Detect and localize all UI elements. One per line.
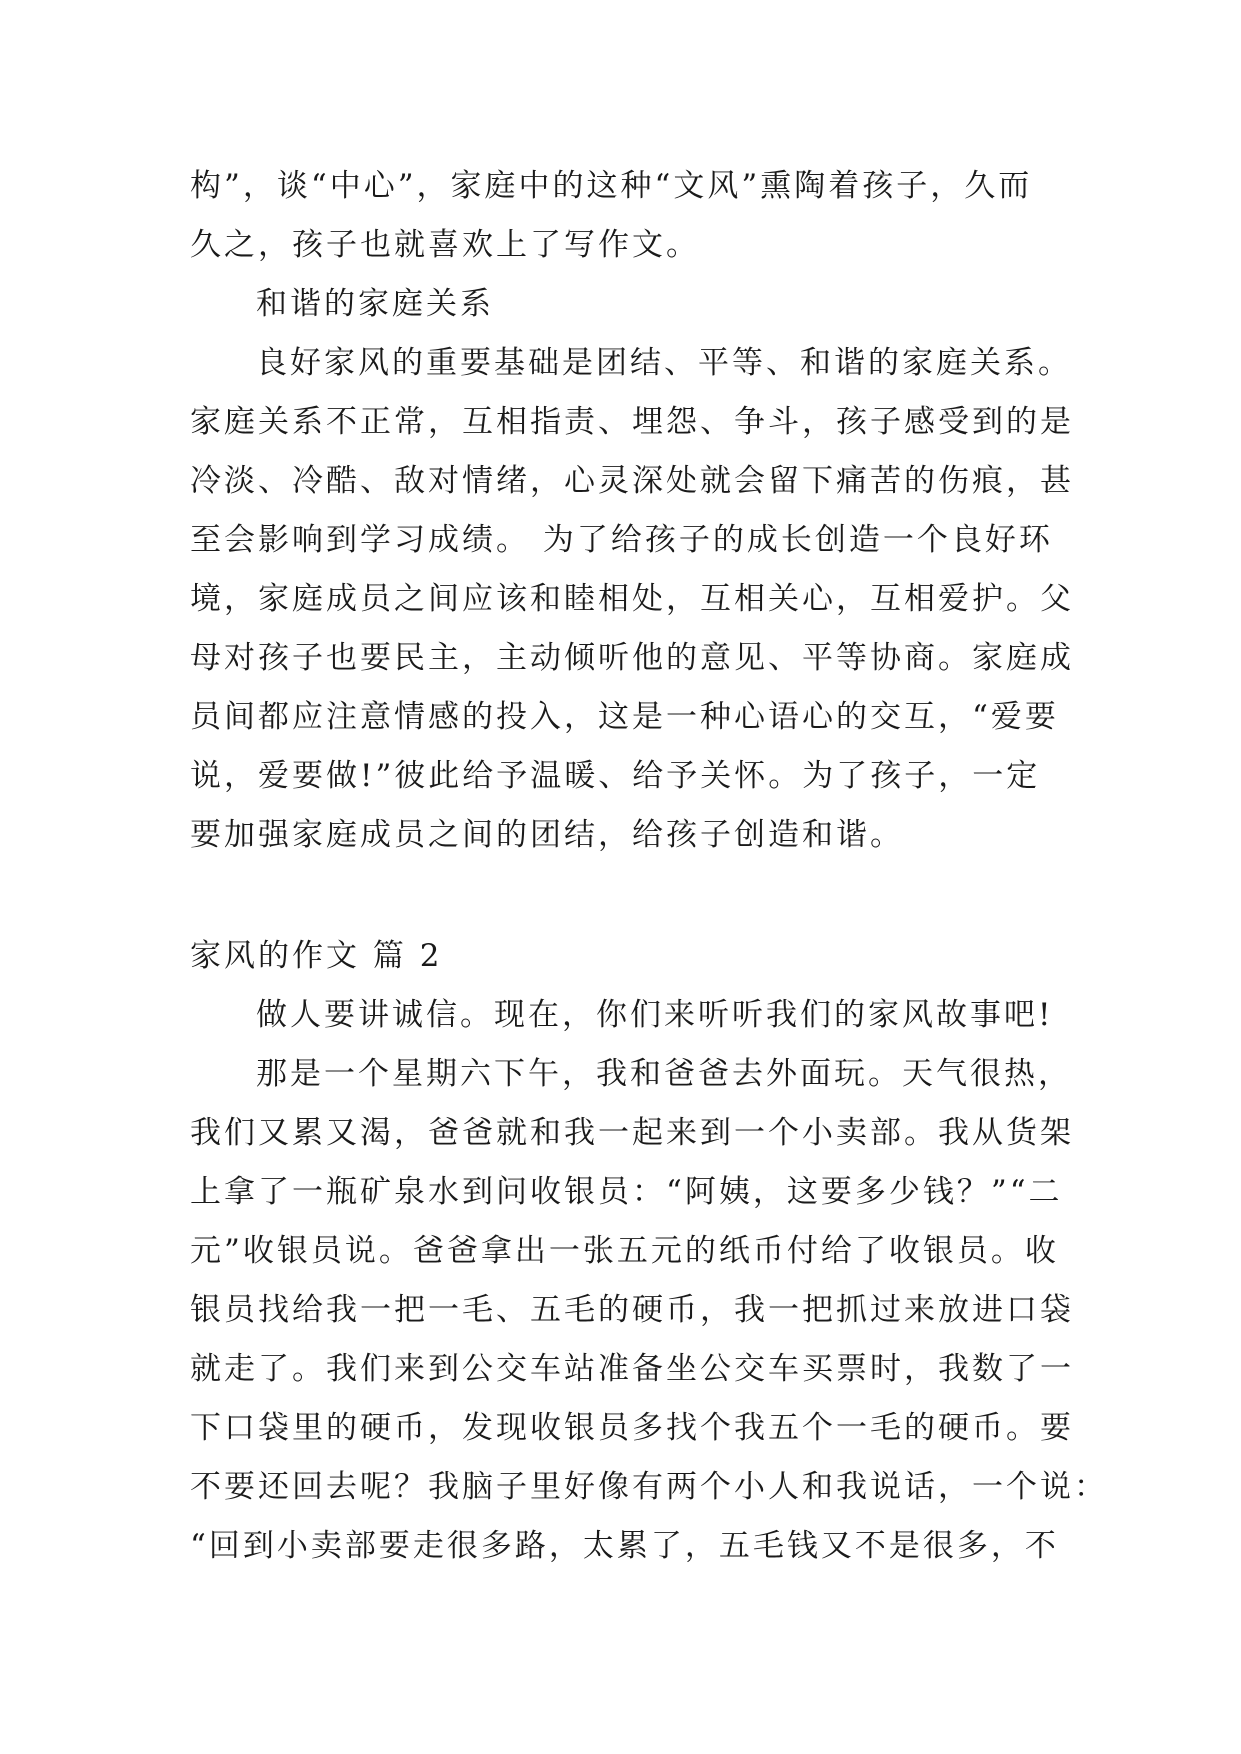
text-line: 员间都应注意情感的投入，这是一种心语心的交互，“爱要 — [190, 699, 1059, 735]
text-line: 做人要讲诚信。现在，你们来听听我们的家风故事吧! — [256, 997, 1054, 1033]
text-line: 至会影响到学习成绩。 为了给孩子的成长创造一个良好环 — [190, 522, 1053, 558]
text-line: 那是一个星期六下午，我和爸爸去外面玩。天气很热， — [256, 1056, 1072, 1092]
subheading: 和谐的家庭关系 — [256, 286, 494, 322]
section-title: 家风的作文 篇 2 — [190, 938, 443, 974]
text-line: 境，家庭成员之间应该和睦相处，互相关心，互相爱护。父 — [190, 581, 1074, 617]
text-line: 下口袋里的硬币，发现收银员多找个我五个一毛的硬币。要 — [190, 1410, 1074, 1446]
text-line: 我们又累又渴，爸爸就和我一起来到一个小卖部。我从货架 — [190, 1115, 1074, 1151]
text-line: 上拿了一瓶矿泉水到问收银员：“阿姨，这要多少钱？”“二 — [190, 1174, 1063, 1210]
document-body — [190, 157, 1108, 1576]
text-line: 要加强家庭成员之间的团结，给孩子创造和谐。 — [190, 817, 904, 853]
text-line: 元”收银员说。爸爸拿出一张五元的纸币付给了收银员。收 — [190, 1233, 1059, 1269]
paragraph-honesty-intro — [190, 986, 1060, 1045]
paragraph-story — [190, 1045, 1108, 1576]
text-line: 构”，谈“中心”，家庭中的这种“文风”熏陶着孩子，久而 — [190, 168, 1033, 204]
text-line: 说，爱要做!”彼此给予温暖、给予关怀。为了孩子，一定 — [190, 758, 1041, 794]
paragraph-family-relations — [190, 334, 1074, 865]
text-line: 良好家风的重要基础是团结、平等、和谐的家庭关系。 — [256, 345, 1072, 381]
text-line: 冷淡、冷酷、敌对情绪，心灵深处就会留下痛苦的伤痕，甚 — [190, 463, 1074, 499]
text-line: “回到小卖部要走很多路，太累了，五毛钱又不是很多，不 — [190, 1528, 1059, 1564]
paragraph-continuation — [190, 157, 1060, 275]
text-line: 母对孩子也要民主，主动倾听他的意见、平等协商。家庭成 — [190, 640, 1074, 676]
text-line: 银员找给我一把一毛、五毛的硬币，我一把抓过来放进口袋 — [190, 1292, 1074, 1328]
text-line: 就走了。我们来到公交车站准备坐公交车买票时，我数了一 — [190, 1351, 1074, 1387]
text-line: 久之，孩子也就喜欢上了写作文。 — [190, 227, 700, 263]
section-spacer — [190, 865, 1060, 927]
text-line: 不要还回去呢？我脑子里好像有两个小人和我说话，一个说： — [190, 1469, 1108, 1505]
text-line: 家庭关系不正常，互相指责、埋怨、争斗，孩子感受到的是 — [190, 404, 1074, 440]
